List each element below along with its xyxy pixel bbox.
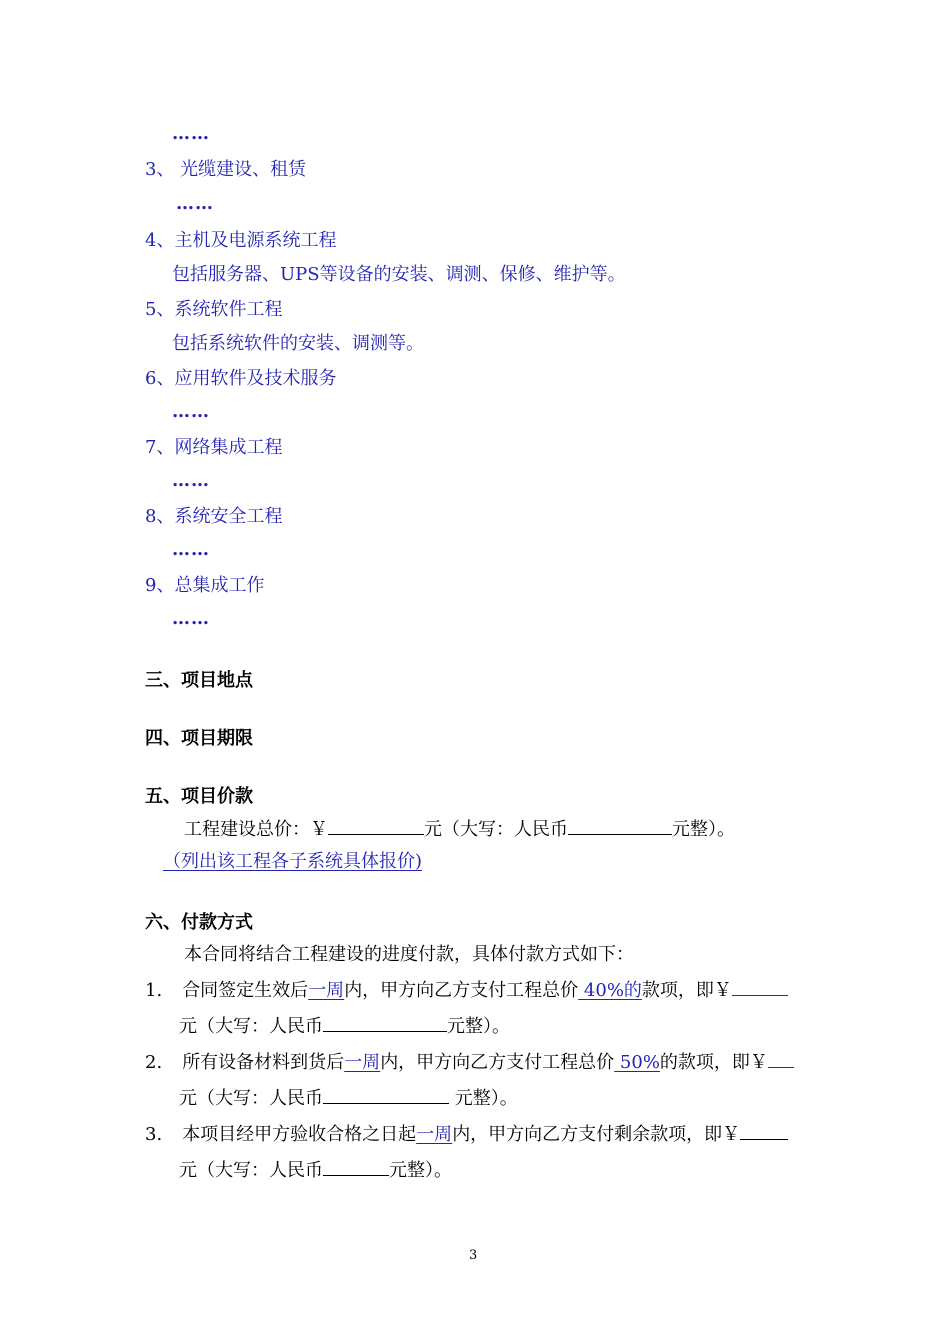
payment-item-2 bbox=[145, 1049, 794, 1075]
payment-intro: 本合同将结合工程建设的进度付款，具体付款方式如下： bbox=[184, 944, 634, 965]
item-3-ellipsis: …… bbox=[176, 193, 214, 214]
item-2-ellipsis: …… bbox=[172, 123, 210, 144]
price-note: （列出该工程各子系统具体报价) bbox=[163, 851, 423, 872]
item-4-desc: 包括服务器、UPS等设备的安装、调测、保修、维护等。 bbox=[172, 264, 626, 285]
price-unit-label: 元（大写：人民币 bbox=[424, 819, 568, 840]
payment-item-2-num: 2. bbox=[145, 1052, 163, 1073]
payment-item-2-post: 的款项，即￥ bbox=[659, 1052, 768, 1073]
section-location-heading: 三、项目地点 bbox=[145, 670, 253, 691]
payment-item-1-post: 款项，即￥ bbox=[641, 980, 732, 1001]
item-9-ellipsis: …… bbox=[172, 608, 210, 629]
payment-item-1-period: 一周 bbox=[308, 980, 345, 1001]
payment-item-2-percent: 50% bbox=[614, 1052, 660, 1073]
payment-item-2-pre: 所有设备材料到货后 bbox=[182, 1052, 345, 1073]
payment-item-2-line2 bbox=[179, 1085, 518, 1111]
item-7-title: 7、网络集成工程 bbox=[145, 437, 283, 458]
page-number: 3 bbox=[469, 1248, 478, 1263]
section-payment-heading: 六、付款方式 bbox=[145, 912, 253, 933]
payment-item-1-pre: 合同签定生效后 bbox=[182, 980, 309, 1001]
payment-item-3-mid: 内，甲方向乙方支付剩余款项，即￥ bbox=[452, 1124, 741, 1145]
payment-item-3 bbox=[145, 1121, 788, 1147]
item-8-title: 8、系统安全工程 bbox=[145, 506, 283, 527]
payment-item-2-uppercase-label: 元（大写：人民币 bbox=[179, 1088, 323, 1109]
payment-item-1 bbox=[145, 977, 788, 1003]
item-6-ellipsis: …… bbox=[172, 401, 210, 422]
payment-item-2-end: 元整）。 bbox=[449, 1088, 518, 1109]
payment-item-2-uppercase-blank[interactable] bbox=[323, 1085, 449, 1104]
payment-item-1-amount-blank[interactable] bbox=[732, 977, 788, 996]
payment-item-2-period: 一周 bbox=[344, 1052, 381, 1073]
payment-item-3-uppercase-blank[interactable] bbox=[323, 1157, 389, 1176]
payment-item-3-pre: 本项目经甲方验收合格之日起 bbox=[182, 1124, 417, 1145]
item-3-title: 3、 光缆建设、租赁 bbox=[145, 159, 307, 180]
payment-item-3-end: 元整）。 bbox=[389, 1160, 452, 1181]
item-5-desc: 包括系统软件的安装、调测等。 bbox=[172, 333, 424, 354]
price-uppercase-blank[interactable] bbox=[568, 816, 672, 835]
payment-item-2-amount-blank[interactable] bbox=[768, 1049, 794, 1068]
section-price-heading: 五、项目价款 bbox=[145, 786, 253, 807]
item-8-ellipsis: …… bbox=[172, 539, 210, 560]
item-7-ellipsis: …… bbox=[172, 470, 210, 491]
payment-item-3-period: 一周 bbox=[416, 1124, 453, 1145]
section-period-heading: 四、项目期限 bbox=[145, 728, 253, 749]
payment-item-1-line2 bbox=[179, 1013, 510, 1039]
payment-item-3-line2 bbox=[179, 1157, 452, 1183]
item-9-title: 9、总集成工作 bbox=[145, 575, 265, 596]
payment-item-3-uppercase-label: 元（大写：人民币 bbox=[179, 1160, 323, 1181]
payment-item-1-uppercase-label: 元（大写：人民币 bbox=[179, 1016, 323, 1037]
price-end-label: 元整）。 bbox=[672, 819, 735, 840]
payment-item-1-num: 1. bbox=[145, 980, 163, 1001]
item-4-title: 4、主机及电源系统工程 bbox=[145, 230, 337, 251]
item-6-title: 6、应用软件及技术服务 bbox=[145, 368, 337, 389]
payment-item-1-percent: 40%的 bbox=[578, 980, 642, 1001]
payment-item-1-mid: 内，甲方向乙方支付工程总价 bbox=[344, 980, 579, 1001]
payment-item-3-amount-blank[interactable] bbox=[740, 1121, 788, 1140]
price-amount-blank[interactable] bbox=[328, 816, 424, 835]
payment-item-3-num: 3. bbox=[145, 1124, 163, 1145]
payment-item-1-uppercase-blank[interactable] bbox=[323, 1013, 447, 1032]
payment-item-1-end: 元整）。 bbox=[447, 1016, 510, 1037]
price-total-line bbox=[184, 816, 735, 842]
item-5-title: 5、系统软件工程 bbox=[145, 299, 283, 320]
payment-item-2-mid: 内，甲方向乙方支付工程总价 bbox=[380, 1052, 615, 1073]
price-total-label: 工程建设总价：￥ bbox=[184, 819, 328, 840]
